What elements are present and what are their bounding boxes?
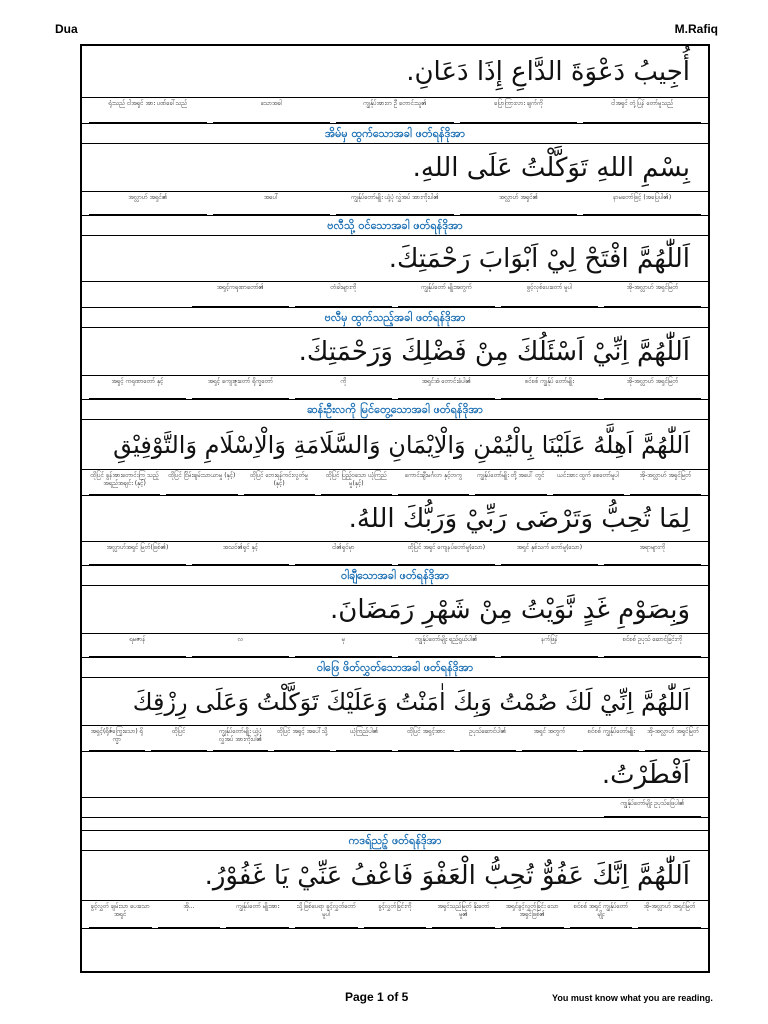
gloss-word: ခွင့်လွှတ် ချမ်းသာ ပေးသောအရှင်: [89, 901, 152, 928]
gloss-word: ကျွန်ုပ်တော်မျိုး ဥပုသ်ဖြေပါ၏: [604, 798, 701, 817]
gloss-word: [89, 798, 186, 817]
gloss-word: အပေါ်: [213, 192, 331, 215]
gloss-word: ယုံကြည်ပါ၏: [336, 726, 392, 751]
section-heading: ဝါချီသောအခါ ဖတ်ရန်ဒိုအာ: [82, 566, 708, 586]
gloss-word: အရှင်အံ တောင်းခံပါ၏: [398, 376, 495, 399]
gloss-word: အလ္လာဟ် အရှင်၏: [89, 192, 207, 215]
gloss-word: အရှင် အတွက်: [522, 726, 578, 751]
gloss-word: အို-အလ္လာဟ် အရှင်မြတ်: [630, 470, 701, 495]
arabic-verse: اَفْطَرْتُ.: [82, 752, 708, 798]
arabic-verse: اَللّٰهُمَّ اِنِّيْ لَكَ صُمْتُ وَبِكَ اٰمَنْتُ وَعَلَيْكَ تَوَكَّلْتُ وَعَلَى رِزْقِكَ: [82, 678, 708, 726]
section-heading: ဝါဖြေ ဖိတ်လွှတ်သောအခါ ဖတ်ရန်ဒိုအာ: [82, 658, 708, 678]
dua-table: [80, 44, 710, 973]
gloss-row: [82, 470, 708, 496]
gloss-word: ထိုပြင် ခွန်အားတောင်းကြ သည့်အရည်အချင်း (နှင့်): [89, 470, 160, 495]
header-title: Dua: [55, 22, 78, 36]
gloss-word: သို့ဖြစ်ပေရာ ခွင့်လွှတ်တော်မူပါ: [295, 901, 358, 928]
gloss-row: [82, 282, 708, 308]
gloss-word: ထိုပြင် ဘေးရန်ကင်းလွတ်မှု (နှင့်): [244, 470, 315, 495]
gloss-word: ဥပုသ်ဆောင်ပါ၏: [460, 726, 516, 751]
gloss-word: ကို: [295, 376, 392, 399]
gloss-word: စင်စစ် အရှင် ကျွန်ုပ်တော်မျိုး: [570, 901, 633, 928]
gloss-word: ဖွင့်လှစ်ပေးတော် မူပါ: [501, 282, 598, 307]
gloss-word: စင်စစ် ကျွန်ုပ်တော်မျိုး: [583, 726, 639, 751]
gloss-word: အလ္လာဟ်အရှင် မြတ်(ဖြစ်၏): [89, 542, 186, 565]
gloss-word: စင်စစ် ကျွန်ုပ် တော်မျိုး: [501, 376, 598, 399]
gloss-word: ကျွန်ုပ်တော်မျိုး ယုံ့ပုံ လွှဲအပ် အားကိုးပါ၏: [336, 192, 454, 215]
gloss-word: အရာများကို: [604, 542, 701, 565]
gloss-word: ငါ၏ရှင်မှာ: [295, 542, 392, 565]
gloss-word: အို...: [158, 901, 221, 928]
gloss-word: [192, 798, 289, 817]
gloss-word: ထိုပြင် အရှင့် အပေါ်သို့: [274, 726, 330, 751]
gloss-word: ပြောကြားလား ချက်ကို: [460, 98, 578, 123]
gloss-word: ထိုပြင်: [151, 726, 207, 751]
gloss-word: [398, 798, 495, 817]
gloss-row: [82, 98, 708, 124]
gloss-word: ရမဇာန်: [89, 634, 186, 657]
gloss-word: စင်စစ် ဥပုသ် ဆောင်ခြင်းကို: [604, 634, 701, 657]
gloss-word: ရုံးသည် ငါအရှင် အား ပဏ်ခေါ်သည်: [89, 98, 207, 123]
gloss-word: အလ္လာဟ် အရှင်၏: [460, 192, 578, 215]
gloss-word: ကျွန်ုပ်တော် မျိုးအား: [226, 901, 289, 928]
gloss-row: [82, 798, 708, 818]
gloss-word: ထိုပြင် ပြည့်ဝသော ယုံကြည်မှု(နှင့်): [321, 470, 392, 495]
section-heading: ကဒရ်ညဉ့် ဖတ်ရန်ဒိုအာ: [82, 831, 708, 851]
gloss-word: [295, 798, 392, 817]
gloss-word: အရှင့်ကရုဏာတော်၏: [192, 282, 289, 307]
gloss-word: [501, 798, 598, 817]
arabic-verse: اَللّٰهُمَّ اِنَّكَ عَفُوٌّ تُحِبُّ الْعَفْوَ فَاعْفُ عَنِّيْ يَا غَفُوْرُ.: [82, 851, 708, 901]
gloss-word: မှ: [295, 634, 392, 657]
gloss-word: တံခါးများကို: [295, 282, 392, 307]
gloss-word: ယင်းအား ထွက် စေတော်မူပါ: [553, 470, 624, 495]
gloss-row: [82, 726, 708, 752]
gloss-word: အရှင့်(ရိုဇ်ကြွေးသော) ရိုက္ခာ: [89, 726, 145, 751]
gloss-row: [82, 192, 708, 216]
gloss-row: [82, 542, 708, 566]
gloss-word: ထိုပြင် ငြိမ်းချမ်းသာယာမှု (နှင့်): [166, 470, 237, 495]
header-author: M.Rafiq: [674, 22, 718, 36]
gloss-row: [82, 901, 708, 929]
gloss-row: [82, 376, 708, 400]
gloss-word: ထိုပြင် အရှင် ကျေနပ်တော်မူ(သော): [398, 542, 495, 565]
gloss-word: အရှင်သည်မြတ် နိုးတော်မူ၏: [432, 901, 495, 928]
gloss-word: အရှင်ခွင့်လွှတ်ခြင်း သောအရှင်ဖြစ်၏: [501, 901, 564, 928]
arabic-verse: اَللّٰهُمَّ اِنِّيْ اَسْئَلُكَ مِنْ فَضْلِكَ وَرَحْمَتِكَ.: [82, 328, 708, 376]
gloss-word: သောအခါ: [213, 98, 331, 123]
gloss-word: ကျွန်ုပ်တော်မျိုး တို့ အပေါ် တွင်: [475, 470, 546, 495]
section-heading: ဆန်းဦးလကို မြင်တွေ့သောအခါ ဖတ်ရန်ဒိုအာ: [82, 400, 708, 420]
gloss-word: ကျွန်ုပ်အားတ ဦ တောင်းသူ၏: [336, 98, 454, 123]
gloss-row: [82, 634, 708, 658]
gloss-word: ခွင့်လွှတ်ခြင်းကို: [364, 901, 427, 928]
gloss-word: အရှင့် ကျေးဇူးတော် ရိုက္ခတော်: [192, 376, 289, 399]
arabic-verse: أُجِيبُ دَعْوَةَ الدَّاعِ إِذَا دَعَانِ.: [82, 46, 708, 98]
page-number: Page 1 of 5: [345, 990, 409, 1004]
gloss-word: ထိုပြင် အရှင့်အား: [398, 726, 454, 751]
arabic-verse: بِسْمِ اللهِ تَوَكَّلْتُ عَلَى اللهِ.: [82, 144, 708, 192]
gloss-word: နက်ဖြန်: [501, 634, 598, 657]
gloss-word: လ: [192, 634, 289, 657]
arabic-verse: اَللّٰهُمَّ اَهِلَّهُ عَلَيْنَا بِالْيُمْنِ وَالْاِيْمَانِ وَالسَّلَامَةِ وَالْاِسْلَامِ وَالتَّوْفِيْقِ: [82, 420, 708, 470]
gloss-word: အရှင့် ကရုဏာတော် နှင့်: [89, 376, 186, 399]
footer-note: You must know what you are reading.: [552, 993, 713, 1003]
gloss-word: ကျွန်ုပ်တော်မျိုး ရည်ရွယ်ပါ၏: [398, 634, 495, 657]
gloss-word: [89, 282, 186, 307]
gloss-word: အို-အလ္လာဟ် အရှင်မြတ်: [638, 901, 701, 928]
gloss-word: နာမတော်ဖြင့် (အပြေပါ၏): [583, 192, 701, 215]
gloss-word: ကျွန်ုပ်တော်မျိုး ယုံ့ပုံ လွှဲအပ် အားကိုးပါ၏: [213, 726, 269, 751]
gloss-word: အို-အလ္လာဟ် အရှင်မြတ်: [604, 376, 701, 399]
section-heading: ဗလီမှ ထွက်သည့်အခါ ဖတ်ရန်ဒိုအာ: [82, 308, 708, 328]
gloss-word: ကောင်းချီးမင်္ဂလာ နှင့်တကွ: [398, 470, 469, 495]
gloss-word: အို-အလ္လာဟ် အရှင်မြတ်: [604, 282, 701, 307]
section-heading: ဗလီသို့ ဝင်သောအခါ ဖတ်ရန်ဒိုအာ: [82, 216, 708, 236]
arabic-verse: وَبِصَوْمِ غَدٍ نَّوَيْتُ مِنْ شَهْرِ رَمَضَانَ.: [82, 586, 708, 634]
gloss-word: ကျွန်ုပ်တော် မျိုးအတွက်: [398, 282, 495, 307]
section-heading: အိမ်မှ ထွက်သောအခါ ဖတ်ရန်ဒိုအာ: [82, 124, 708, 144]
gloss-word: အသင်၏ရှင် နှင့်: [192, 542, 289, 565]
arabic-verse: اَللّٰهُمَّ افْتَحْ لِيْ اَبْوَابَ رَحْمَتِكَ.: [82, 236, 708, 282]
blank-row: [82, 818, 708, 831]
gloss-word: အရှင် နှစ်သက် တော်မူ(သော): [501, 542, 598, 565]
arabic-verse: لِمَا تُحِبُّ وَتَرْضَى رَبِّيْ وَرَبُّكَ اللهُ.: [82, 496, 708, 542]
gloss-word: အို-အလ္လာဟ် အရှင်မြတ်: [645, 726, 701, 751]
gloss-word: ငါအရှင် တုံ့ပြန် တော်မူသည်: [583, 98, 701, 123]
